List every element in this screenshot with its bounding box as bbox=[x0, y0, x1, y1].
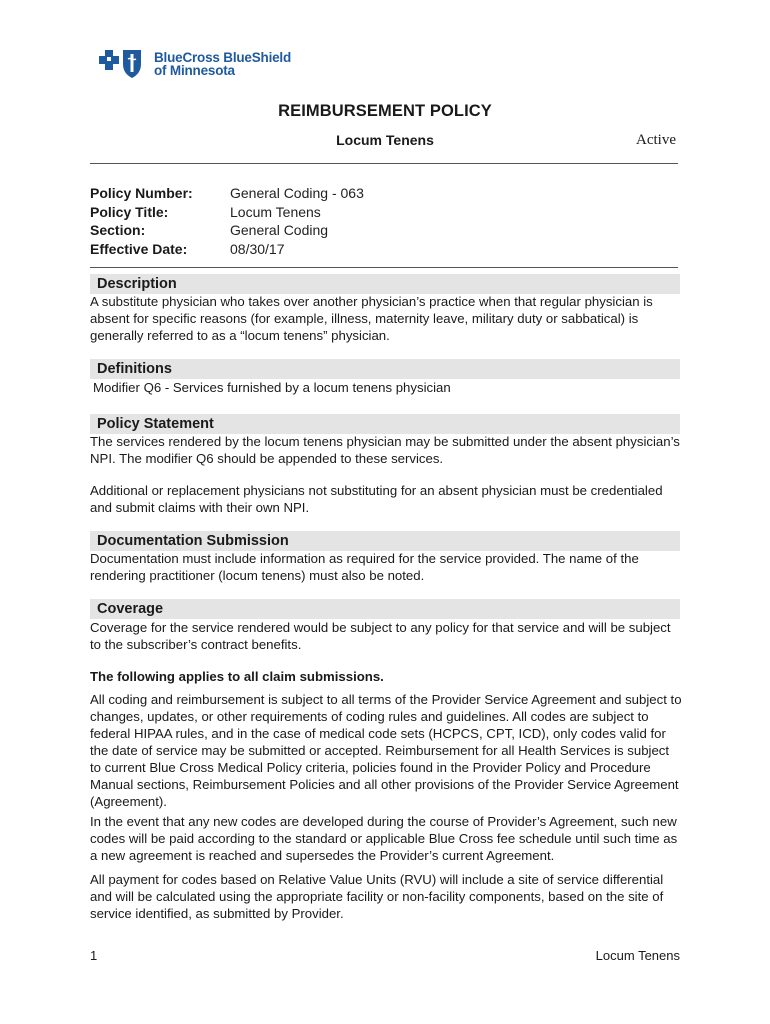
claims-heading: The following applies to all claim submissions. bbox=[90, 669, 384, 684]
meta-row-policy-title bbox=[90, 203, 364, 222]
meta-divider bbox=[90, 267, 678, 268]
bcbs-logo bbox=[92, 44, 291, 84]
coverage-heading: Coverage bbox=[90, 599, 680, 619]
section-value: General Coding bbox=[230, 222, 329, 238]
bcbs-cross-shield-icon bbox=[92, 44, 148, 84]
documentation-heading: Documentation Submission bbox=[90, 531, 680, 551]
description-heading: Description bbox=[90, 274, 680, 294]
meta-row-effective-date bbox=[90, 240, 364, 259]
definitions-text: Modifier Q6 - Services furnished by a locum tenens physician bbox=[93, 380, 451, 395]
status-label: Active bbox=[636, 132, 676, 148]
policy-number-value: General Coding - 063 bbox=[230, 185, 364, 201]
meta-row-policy-number bbox=[90, 184, 364, 203]
document-subtitle: Locum Tenens bbox=[336, 132, 434, 148]
section-label: Section: bbox=[90, 222, 146, 238]
header-divider bbox=[90, 163, 678, 164]
claims-paragraph-1: All coding and reimbursement is subject to all terms of the Provider Service Agreement and subject to changes, updates, or other requirements of coding rules and guidelines. All codes are subject to federal HIPAA rules, and in the case of medical code sets (HCPCS, CPT, ICD), only codes valid for the date of service may be submitted or accepted. Reimbursement for all Health Services is subject to current Blue Cross Medical Policy criteria, policies found in the Provider Policy and Procedure Manual sections, Reimbursement Policies and all other provisions of the Provider Service Agreement (Agreement). bbox=[90, 692, 682, 809]
claims-paragraph-3: All payment for codes based on Relative Value Units (RVU) will include a site of service differential and will be calculated using the appropriate facility or non-facility components, based on the site of service identified, as submitted by Provider. bbox=[90, 872, 664, 921]
policy-number-label: Policy Number: bbox=[90, 185, 193, 201]
definitions-heading: Definitions bbox=[90, 359, 680, 379]
policy-meta bbox=[90, 184, 364, 258]
policy-statement-paragraph-2: Additional or replacement physicians not substituting for an absent physician must be credentialed and submit claims with their own NPI. bbox=[90, 483, 663, 515]
logo-line-1: BlueCross BlueShield bbox=[154, 50, 292, 65]
effective-date-label: Effective Date: bbox=[90, 240, 188, 257]
document-title: REIMBURSEMENT POLICY bbox=[278, 102, 492, 120]
policy-title-value: Locum Tenens bbox=[230, 203, 321, 220]
footer-doc-title: Locum Tenens bbox=[595, 948, 680, 963]
coverage-text: Coverage for the service rendered would be subject to any policy for that service and will be subject to the subscriber’s contract benefits. bbox=[90, 620, 671, 652]
policy-title-label: Policy Title: bbox=[90, 203, 169, 220]
policy-statement-heading: Policy Statement bbox=[90, 414, 680, 434]
policy-statement-paragraph-1: The services rendered by the locum tenens physician may be submitted under the absent physician’s NPI. The modifier Q6 should be appended to these services. bbox=[90, 434, 680, 466]
logo-line-2: of Minnesota bbox=[154, 63, 235, 78]
effective-date-value: 08/30/17 bbox=[230, 240, 285, 257]
documentation-text: Documentation must include information as required for the service provided. The name of the rendering practitioner (locum tenens) must also be noted. bbox=[90, 551, 639, 583]
claims-paragraph-2: In the event that any new codes are developed during the course of Provider’s Agreement, such new codes will be paid according to the standard or applicable Blue Cross fee schedule until such time as a new agreement is reached and supersedes the Provider’s current Agreement. bbox=[90, 814, 678, 863]
description-text: A substitute physician who takes over another physician’s practice when that regular physician is absent for specific reasons (for example, illness, maternity leave, military duty or sabbatical) is generally referred to as a “locum tenens” physician. bbox=[90, 294, 653, 343]
page-number: 1 bbox=[90, 948, 98, 963]
meta-row-section bbox=[90, 221, 364, 240]
